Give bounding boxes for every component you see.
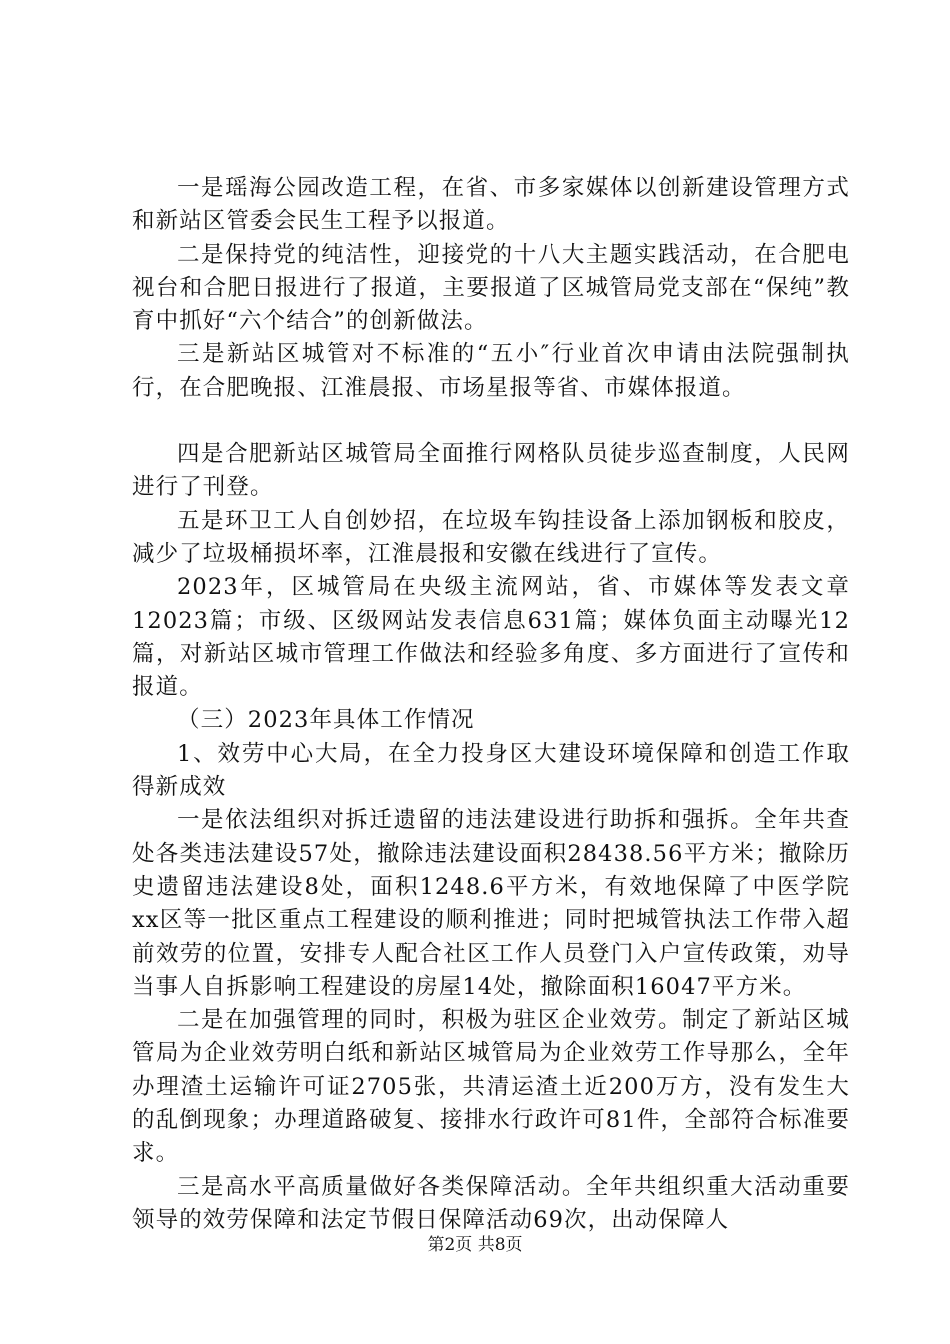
paragraph-gap — [132, 405, 850, 438]
section-heading: （三）2023年具体工作情况 — [177, 707, 475, 734]
page-number-footer: 第2页 共8页 — [427, 1235, 523, 1255]
paragraph-9: 三是高水平高质量做好各类保障活动。全年共组织重大活动重要领导的效劳保障和法定节假日保障活动69次，出动保障人 — [132, 1173, 850, 1233]
paragraph-4: 四是合肥新站区城管局全面推行网格队员徒步巡查制度，人民网进行了刊登。 — [132, 441, 850, 501]
paragraph-7: 一是依法组织对拆迁遗留的违法建设进行助拆和强拆。全年共查处各类违法建设57处，撤除违法建设面积28438.56平方米；撤除历史遗留违法建设8处，面积1248.6平方米，有效地保障了中医学院xx区等一批区重点工程建设的顺利推进；同时把城管执法工作带入超前效劳的位置，安排专人配合社区工作人员登门入户宣传政策，劝导当事人自拆影响工程建设的房屋14处，撤除面积16047平方米。 — [132, 807, 850, 1000]
paragraph-6: 2023年，区城管局在央级主流网站，省、市媒体等发表文章12023篇；市级、区级网站发表信息631篇；媒体负面主动曝光12篇，对新站区城市管理工作做法和经验多角度、多方面进行了宣传和报道。 — [132, 574, 850, 701]
subsection-heading: 1、效劳中心大局，在全力投身区大建设环境保障和创造工作取得新成效 — [132, 740, 850, 801]
paragraph-8: 二是在加强管理的同时，积极为驻区企业效劳。制定了新站区城管局为企业效劳明白纸和新站区城管局为企业效劳工作导那么，全年办理渣土运输许可证2705张，共清运渣土近200万方，没有发生大的乱倒现象；办理道路破复、接排水行政许可81件，全部符合标准要求。 — [132, 1007, 850, 1167]
paragraph-1: 一是瑶海公园改造工程，在省、市多家媒体以创新建设管理方式和新站区管委会民生工程予以报道。 — [132, 175, 850, 235]
paragraph-5: 五是环卫工人自创妙招，在垃圾车钩挂设备上添加钢板和胶皮，减少了垃圾桶损坏率，江淮晨报和安徽在线进行了宣传。 — [132, 507, 850, 567]
paragraph-3: 三是新站区城管对不标准的“五小″行业首次申请由法院强制执行，在合肥晚报、江淮晨报、市场星报等省、市媒体报道。 — [132, 341, 850, 401]
document-body — [132, 172, 850, 1237]
paragraph-2: 二是保持党的纯洁性，迎接党的十八大主题实践活动，在合肥电视台和合肥日报进行了报道，主要报道了区城管局党支部在“保纯”教育中抓好“六个结合”的创新做法。 — [132, 241, 850, 335]
